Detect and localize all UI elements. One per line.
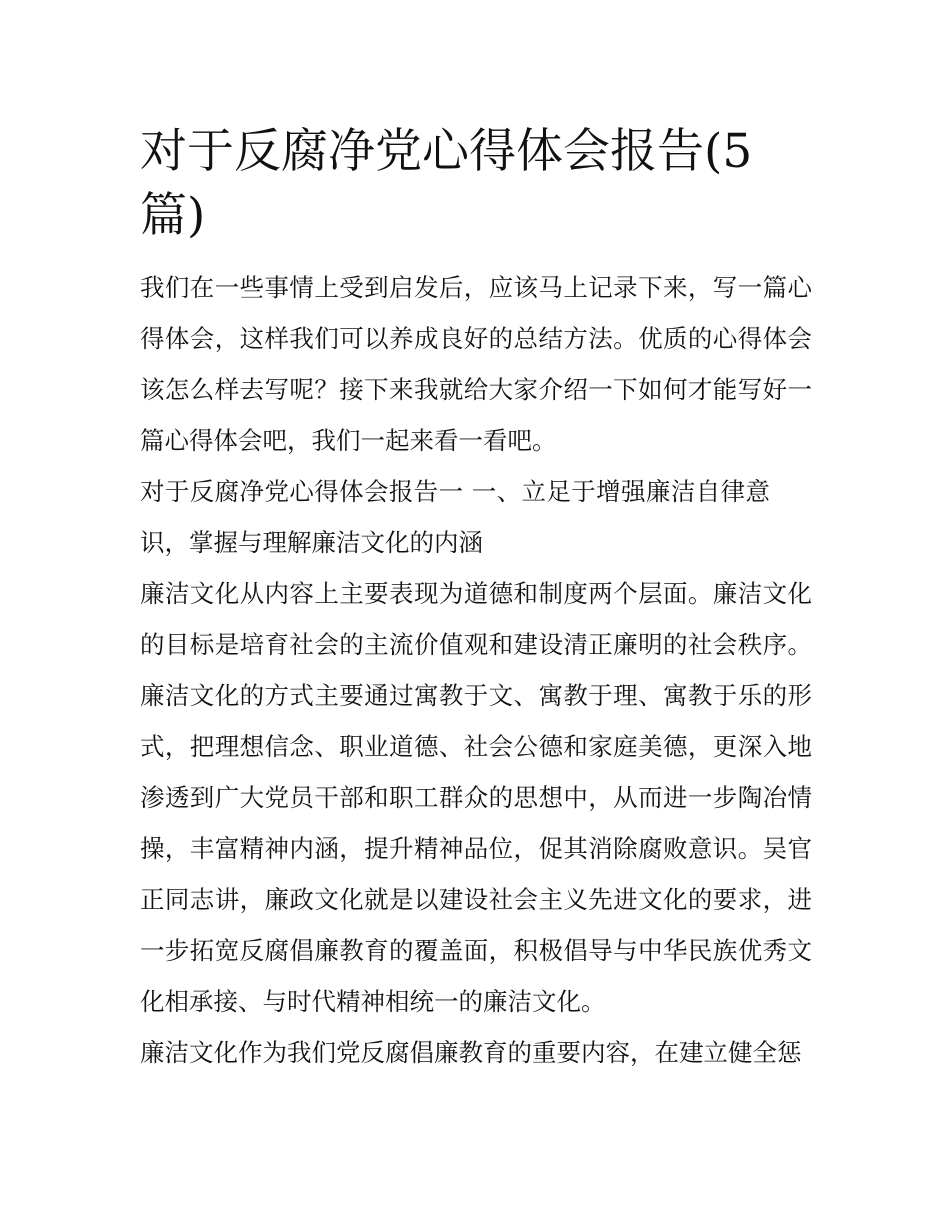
- document-page: [140, 120, 812, 1078]
- paragraph-intro: 我们在一些事情上受到启发后，应该马上记录下来，写一篇心得体会，这样我们可以养成良好的总结方法。优质的心得体会该怎么样去写呢？接下来我就给大家介绍一下如何才能写好一篇心得体会吧，我们一起来看一看吧。: [140, 273, 812, 455]
- paragraph-continuation: 廉洁文化作为我们党反腐倡廉教育的重要内容，在建立健全惩: [140, 1038, 802, 1067]
- paragraph-body: 廉洁文化从内容上主要表现为道德和制度两个层面。廉洁文化的目标是培育社会的主流价值观和建设清正廉明的社会秩序。廉洁文化的方式主要通过寓教于文、寓教于理、寓教于乐的形式，把理想信念、职业道德、社会公德和家庭美德，更深入地渗透到广大党员干部和职工群众的思想中，从而进一步陶冶情操，丰富精神内涵，提升精神品位，促其消除腐败意识。吴官正同志讲，廉政文化就是以建设社会主义先进文化的要求，进一步拓宽反腐倡廉教育的覆盖面，积极倡导与中华民族优秀文化相承接、与时代精神相统一的廉洁文化。: [140, 579, 812, 1016]
- document-title: 对于反腐净党心得体会报告(5篇): [140, 124, 753, 243]
- paragraph-section-heading: 对于反腐净党心得体会报告一 一、立足于增强廉洁自律意识，掌握与理解廉洁文化的内涵: [140, 477, 770, 557]
